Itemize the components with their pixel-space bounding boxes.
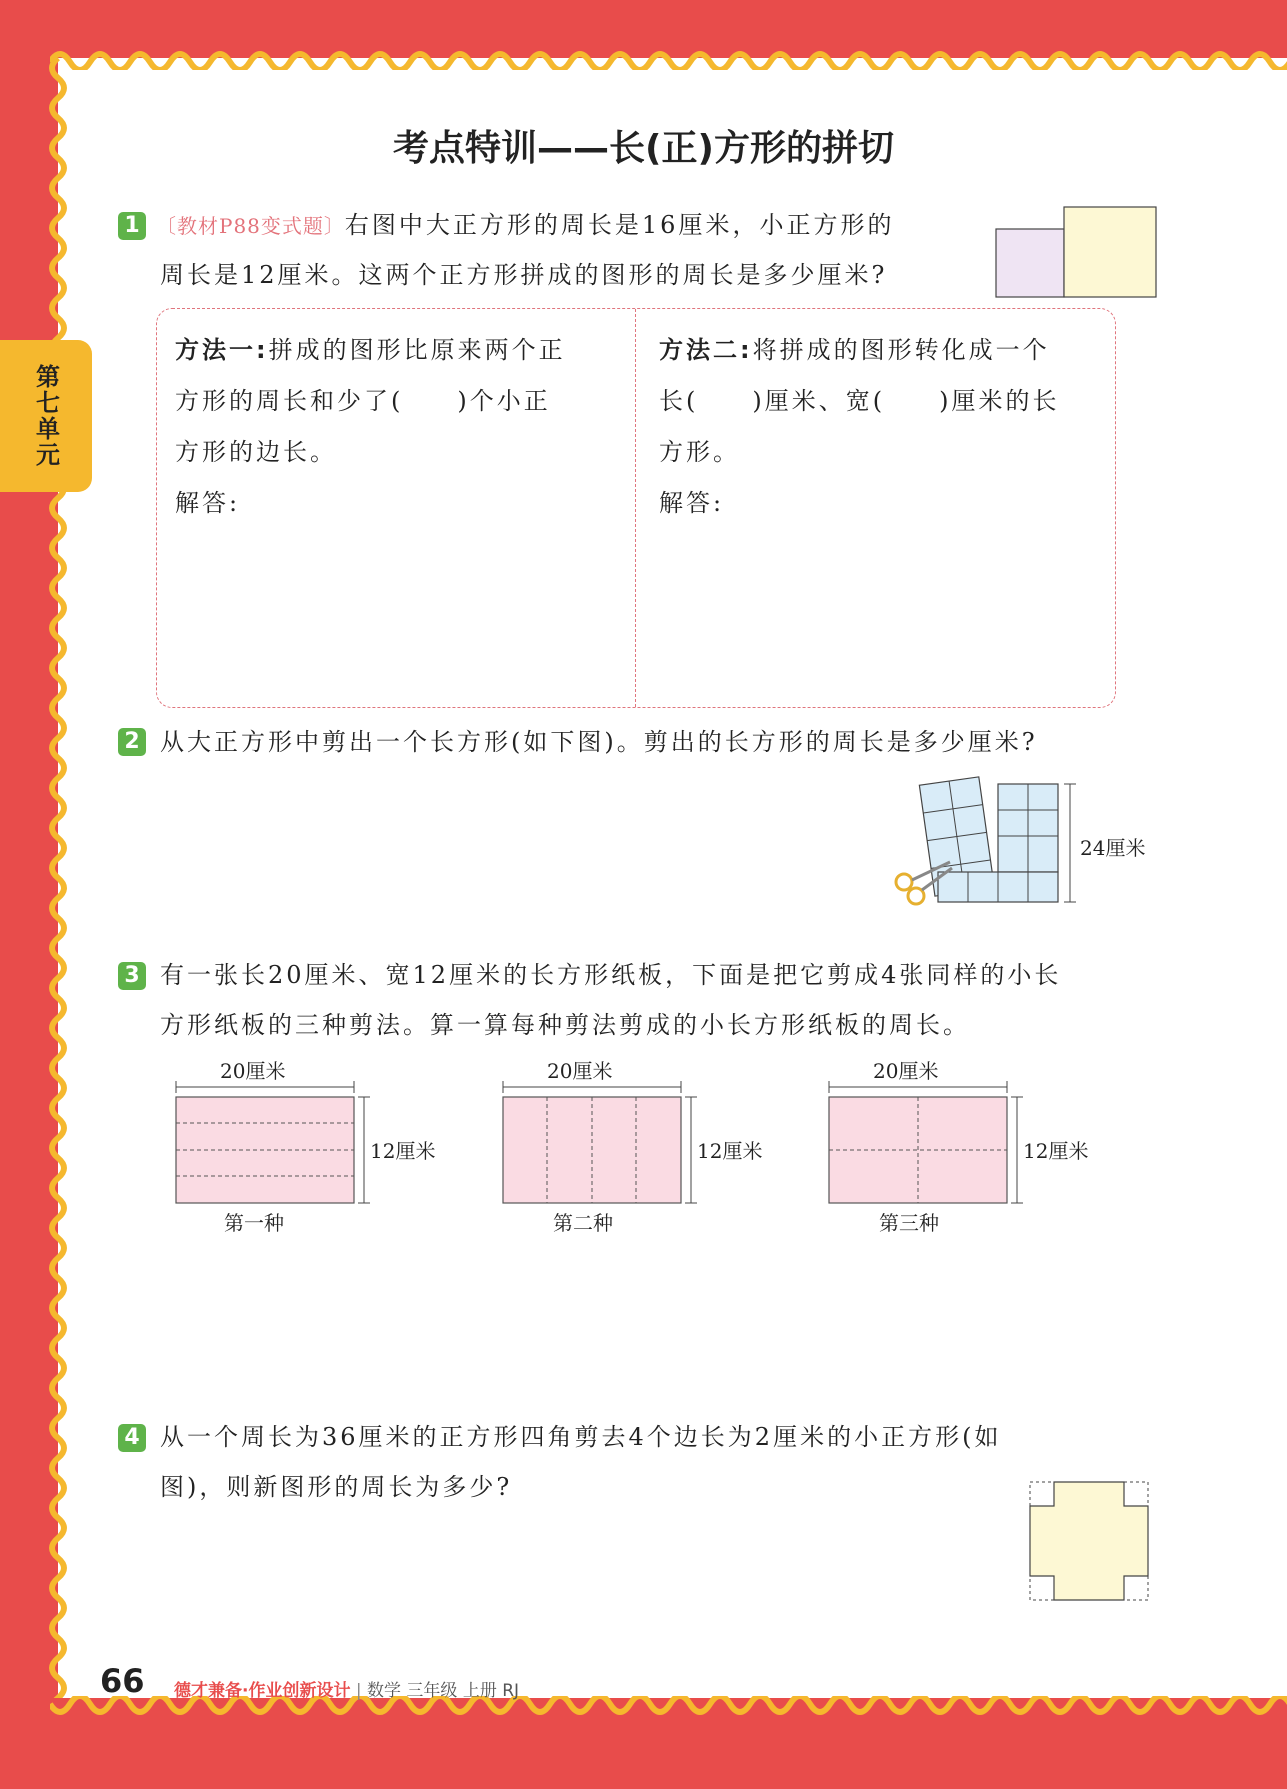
methods-divider — [635, 309, 636, 707]
page-number: 66 — [100, 1662, 145, 1700]
unit-side-tab — [0, 340, 92, 492]
fig1-drawing — [160, 1055, 460, 1205]
q1-line-2: 周长是12厘米。这两个正方形拼成的图形的周长是多少厘米? — [160, 261, 888, 289]
fig1-caption: 第一种 — [224, 1211, 284, 1235]
large-square — [1064, 207, 1156, 297]
unit-tab-label: 第七单元 — [31, 364, 60, 468]
method-2 — [659, 325, 1109, 529]
q3-line-1: 有一张长20厘米、宽12厘米的长方形纸板，下面是把它剪成4张同样的小长 — [160, 961, 1062, 989]
method-2-line-1 — [659, 325, 1109, 376]
q4-line-1: 从一个周长为36厘米的正方形四角剪去4个边长为2厘米的小正方形(如 — [160, 1423, 1002, 1451]
q2-cut-figure — [890, 770, 1090, 915]
q3-figure-2 — [487, 1055, 787, 1235]
q2-dimension-label: 24厘米 — [1080, 836, 1146, 860]
fig3-drawing — [813, 1055, 1113, 1205]
method-1-line-2: 方形的周长和少了( )个小正 — [175, 387, 551, 415]
method-1-answer: 解答: — [175, 489, 241, 517]
q4-cross-figure — [1026, 1478, 1156, 1608]
q2-text: 从大正方形中剪出一个长方形(如下图)。剪出的长方形的周长是多少厘米? — [160, 728, 1038, 756]
q3-figure-3 — [813, 1055, 1113, 1235]
method-2-answer: 解答: — [659, 489, 725, 517]
method-1-label: 方法一: — [175, 336, 269, 364]
question-number-2: 2 — [118, 728, 146, 756]
fig3-height-label: 12厘米 — [1023, 1139, 1089, 1163]
method-2-label: 方法二: — [659, 336, 753, 364]
q1-line-1 — [156, 200, 894, 251]
fig2-caption: 第二种 — [553, 1211, 613, 1235]
footer-info: 数学 三年级 上册 RJ — [367, 1681, 520, 1701]
q1-source-tag: 〔教材P88变式题〕 — [156, 214, 345, 238]
fig2-width-label: 20厘米 — [547, 1059, 613, 1083]
question-number-4: 4 — [118, 1424, 146, 1452]
q1-text-1: 右图中大正方形的周长是16厘米，小正方形的 — [344, 211, 895, 239]
page-title: 考点特训——长(正)方形的拼切 — [393, 128, 894, 169]
q4-line-2: 图)，则新图形的周长为多少? — [160, 1473, 513, 1501]
question-number-3: 3 — [118, 962, 146, 990]
method-2-line-2: 长( )厘米、宽( )厘米的长 — [659, 387, 1060, 415]
footer-brand: 德才兼备·作业创新设计 — [174, 1681, 351, 1701]
method-1-line-3: 方形的边长。 — [175, 438, 337, 466]
small-square — [996, 229, 1064, 297]
method-1 — [175, 325, 625, 529]
fig1-height-label: 12厘米 — [370, 1139, 436, 1163]
question-number-1: 1 — [118, 212, 146, 240]
footer-separator: | — [355, 1681, 368, 1701]
q1-methods-box — [156, 308, 1116, 708]
footer-bar — [174, 1676, 519, 1701]
q1-squares-figure — [994, 205, 1160, 301]
fig3-width-label: 20厘米 — [873, 1059, 939, 1083]
fig1-width-label: 20厘米 — [220, 1059, 286, 1083]
method-1-line-1 — [175, 325, 625, 376]
wavy-border-top — [50, 40, 1287, 70]
wavy-border-left — [44, 58, 74, 1698]
method-2-text-1: 将拼成的图形转化成一个 — [752, 336, 1050, 364]
method-1-text-1: 拼成的图形比原来两个正 — [268, 336, 566, 364]
fig2-drawing — [487, 1055, 787, 1205]
q3-line-2: 方形纸板的三种剪法。算一算每种剪法剪成的小长方形纸板的周长。 — [160, 1011, 970, 1039]
fig2-height-label: 12厘米 — [697, 1139, 763, 1163]
q3-figure-1 — [160, 1055, 460, 1235]
fig3-caption: 第三种 — [879, 1211, 939, 1235]
method-2-line-3: 方形。 — [659, 438, 740, 466]
